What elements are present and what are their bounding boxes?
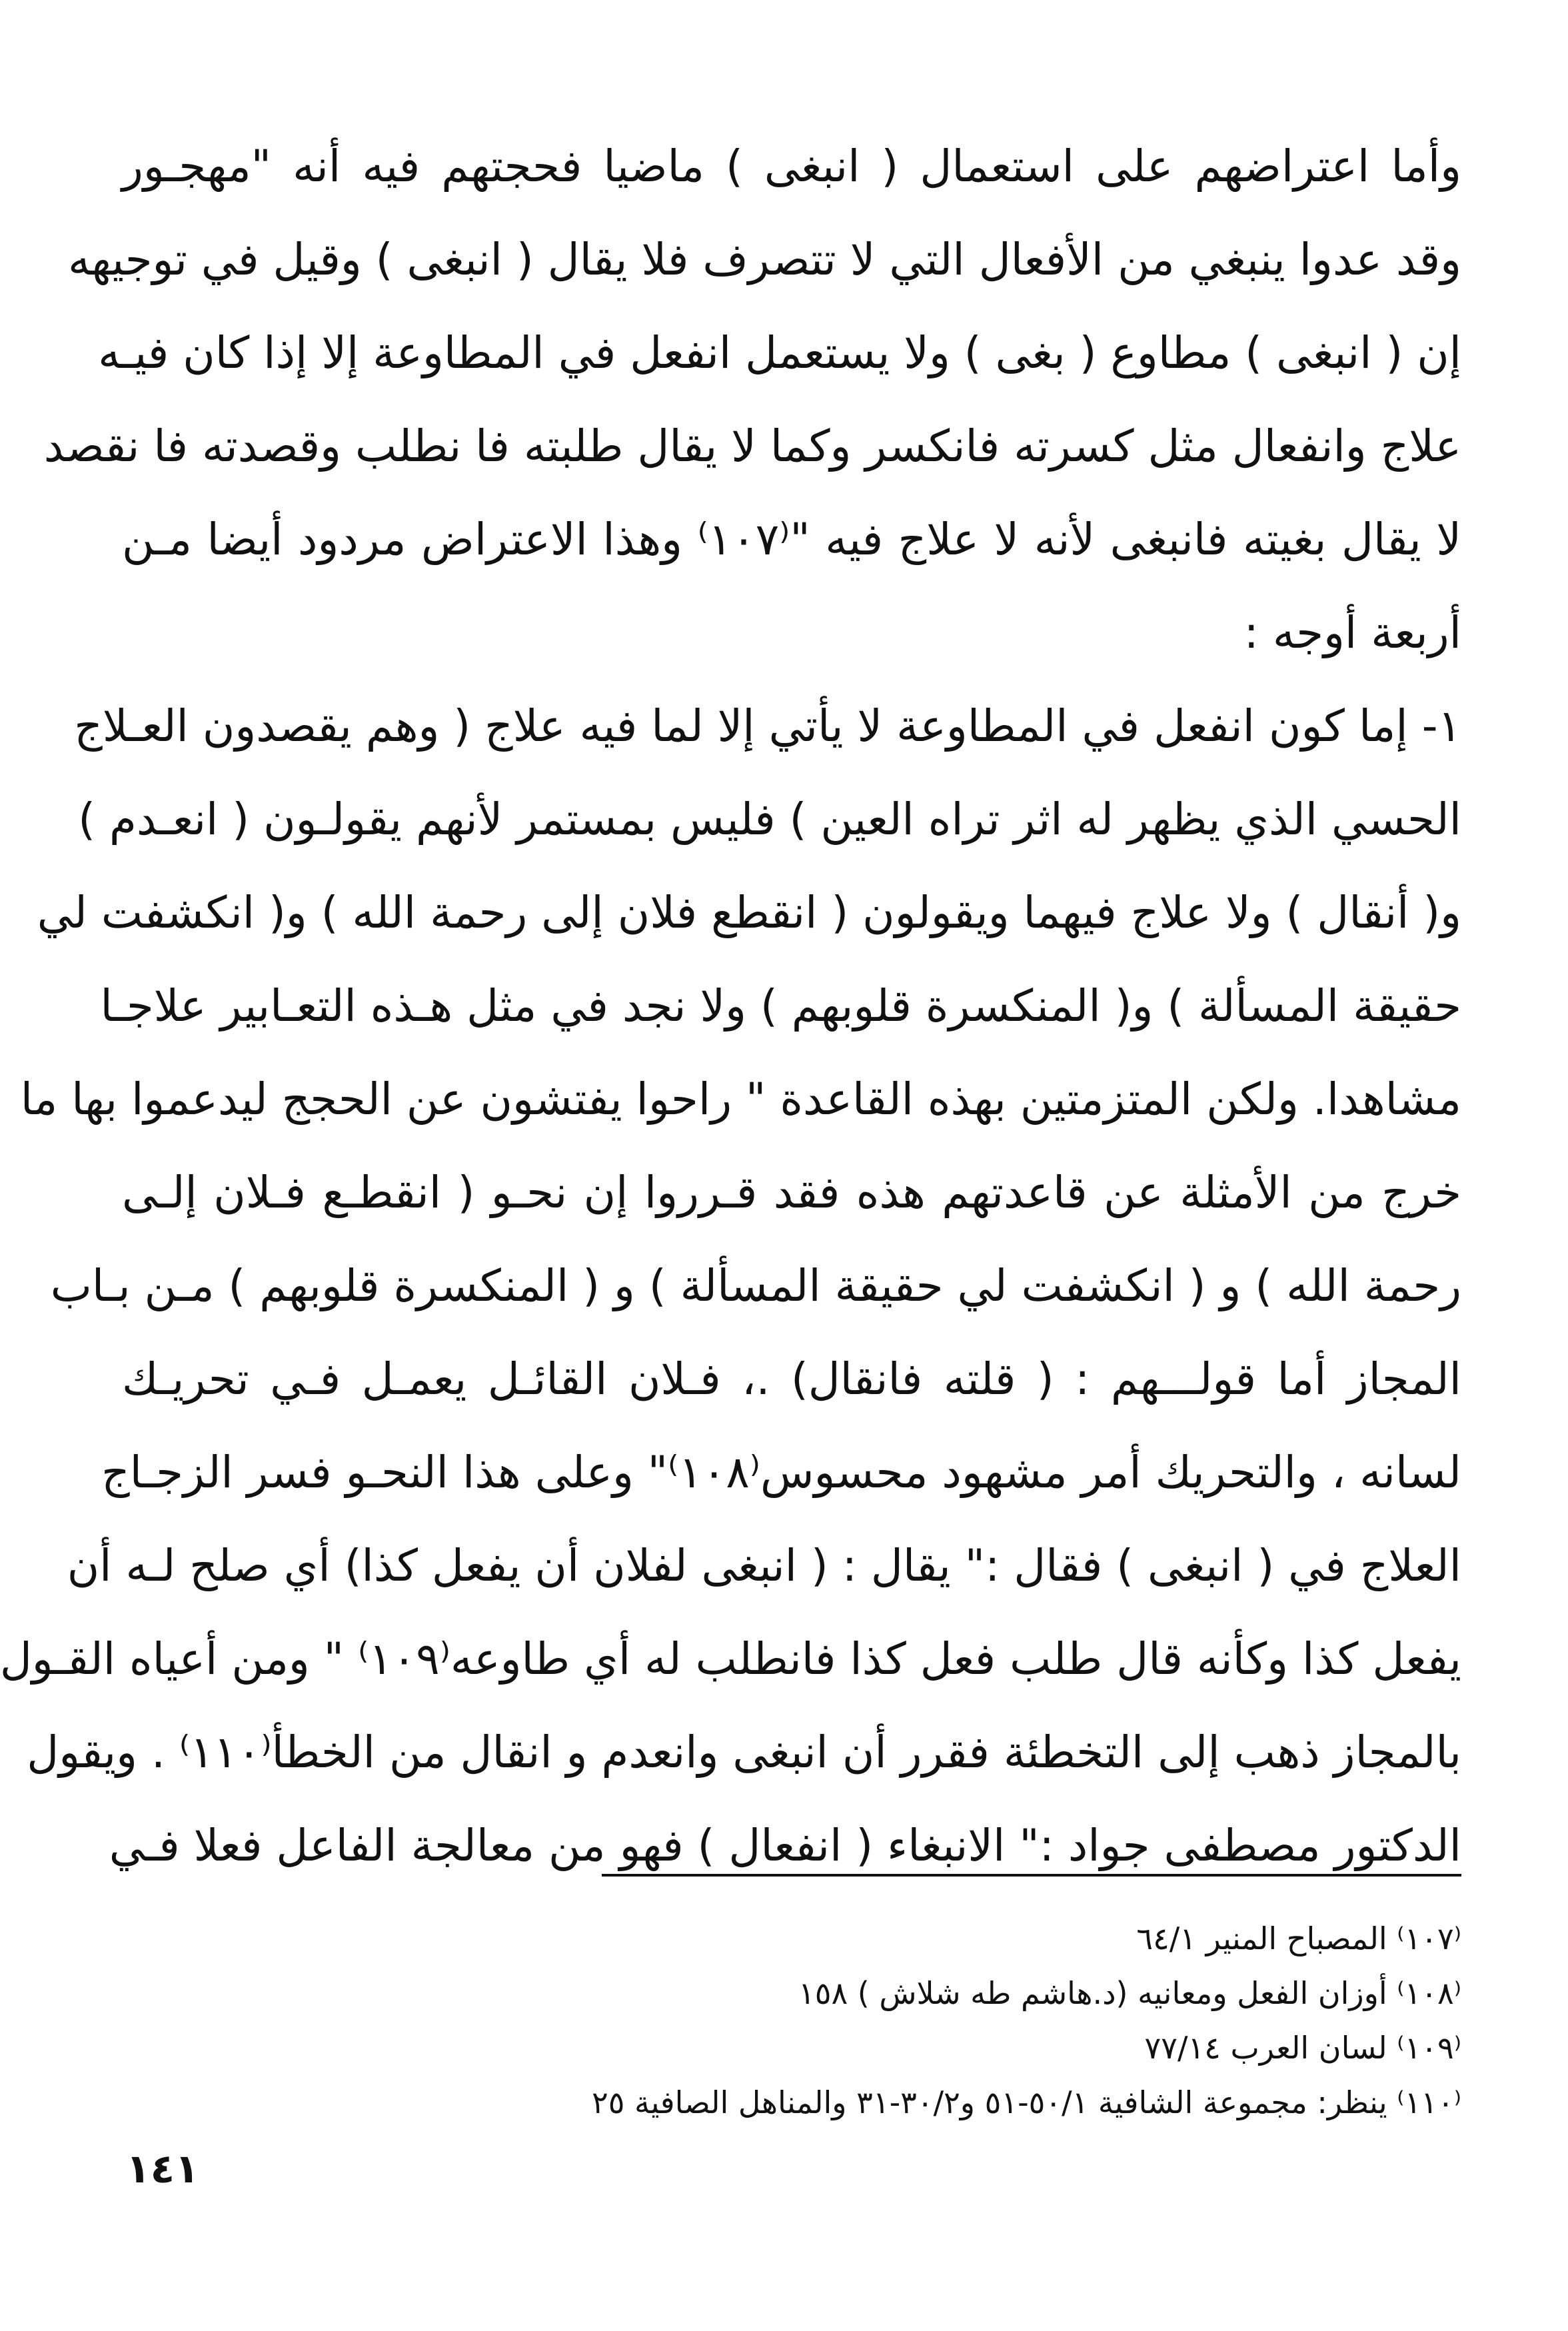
footnotes [195, 1911, 1461, 2130]
text-line: وقد عدوا ينبغي من الأفعال التي لا تتصرف فلا يقال ( انبغى ) وقيل في توجيهه [67, 234, 1461, 285]
text-line: يفعل كذا وكأنه قال طلب فعل كذا فانطلب له أي طاوعه⁽١٠٩⁾ " ومن أعياه القـول [0, 1633, 1461, 1685]
text-line: علاج وانفعال مثل كسرته فانكسر وكما لا يقال طلبته فا نطلب وقصدته فا نقصد [43, 420, 1461, 472]
text-line: لا يقال بغيته فانبغى لأنه لا علاج فيه "⁽١٠٧⁾ وهذا الاعتراض مردود أيضا مـن [122, 514, 1461, 565]
text-line: و( أنقال ) ولا علاج فيهما ويقولون ( انقطع فلان إلى رحمة الله ) و( انكشفت لي [37, 887, 1461, 938]
footnote: ⁽١٠٧⁾ المصباح المنير ٦٤/١ [1136, 1921, 1461, 1956]
text-line: المجاز أما قولـــهم : ( قلته فانقال) .، فـلان القائـل يعمـل فـي تحريـك [122, 1353, 1461, 1405]
text-line: ١- إما كون انفعل في المطاوعة لا يأتي إلا لما فيه علاج ( وهم يقصدون العـلاج [74, 700, 1461, 752]
text-line: وأما اعتراضهم على استعمال ( انبغى ) ماضيا فحجتهم فيه أنه "مهجـور [122, 141, 1461, 192]
body-text [0, 120, 1461, 1893]
footnote: ⁽١٠٩⁾ لسان العرب ٧٧/١٤ [1144, 2030, 1461, 2066]
text-line: مشاهدا. ولكن المتزمتين بهذه القاعدة " راحوا يفتشون عن الحجج ليدعموا بها ما [20, 1074, 1461, 1125]
text-line: إن ( انبغى ) مطاوع ( بغى ) ولا يستعمل انفعل في المطاوعة إلا إذا كان فيـه [98, 327, 1461, 379]
text-line: العلاج في ( انبغى ) فقال :" يقال : ( انبغى لفلان أن يفعل كذا) أي صلح لـه أن [67, 1540, 1461, 1591]
text-line: الحسي الذي يظهر له اثر تراه العين ) فليس بمستمر لأنهم يقولـون ( انعـدم ) [78, 794, 1461, 845]
text-line: رحمة الله ) و ( انكشفت لي حقيقة المسألة ) و ( المنكسرة قلوبهم ) مـن بـاب [50, 1260, 1461, 1311]
text-line: خرج من الأمثلة عن قاعدتهم هذه فقد قـرروا إن نحـو ( انقطـع فـلان إلـى [122, 1167, 1461, 1218]
text-line: حقيقة المسألة ) و( المنكسرة قلوبهم ) ولا نجد في مثل هـذه التعـابير علاجـا [100, 980, 1461, 1032]
footnote-divider [602, 1874, 1461, 1877]
page-number: ١٤١ [126, 2146, 199, 2192]
text-line: بالمجاز ذهب إلى التخطئة فقرر أن انبغى وانعدم و انقال من الخطأ⁽١١٠⁾ . ويقول [27, 1727, 1461, 1778]
text-line: لسانه ، والتحريك أمر مشهود محسوس⁽١٠٨⁾" وعلى هذا النحـو فسر الزجـاج [101, 1447, 1461, 1498]
footnote: ⁽١٠٨⁾ أوزان الفعل ومعانيه (د.هاشم طه شلاش ) ١٥٨ [798, 1975, 1461, 2011]
text-line: الدكتور مصطفى جواد :" الانبغاء ( انفعال ) فهو من معالجة الفاعل فعلا فـي [109, 1820, 1461, 1871]
text-line: أربعة أوجه : [1243, 607, 1461, 658]
footnote: ⁽١١٠⁾ ينظر: مجموعة الشافية ٥٠/١-٥١ و٣٠/٢-٣١ والمناهل الصافية ٢٥ [592, 2084, 1461, 2120]
